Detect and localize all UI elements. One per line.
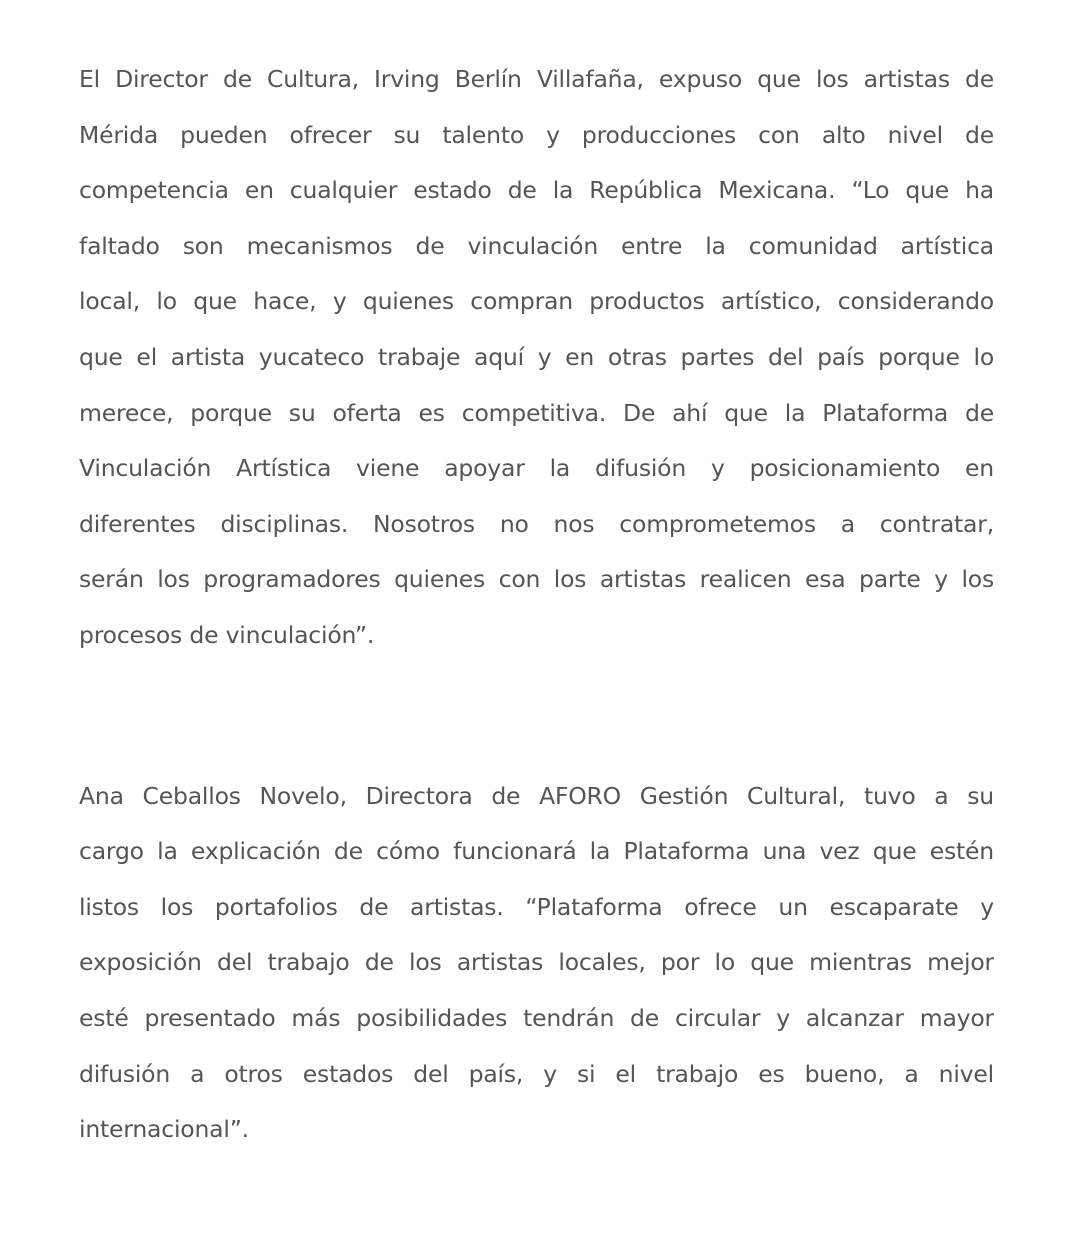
text-line: listos los portafolios de artistas. “Plataforma ofrece un escaparate y — [79, 892, 994, 921]
text-line: cargo la explicación de cómo funcionará la Plataforma una vez que estén — [79, 837, 994, 866]
paragraph-aforo — [79, 769, 994, 1158]
text-line: procesos de vinculación”. — [79, 620, 375, 649]
text-line: exposición del trabajo de los artistas locales, por lo que mientras mejor — [79, 948, 994, 977]
text-line: internacional”. — [79, 1115, 249, 1144]
text-line: Mérida pueden ofrecer su talento y producciones con alto nivel de — [79, 120, 994, 149]
article-body — [79, 52, 994, 1158]
text-line: El Director de Cultura, Irving Berlín Villafaña, expuso que los artistas de — [79, 65, 994, 93]
text-line: local, lo que hace, y quienes compran productos artístico, considerando — [79, 287, 994, 316]
text-line: esté presentado más posibilidades tendrán de circular y alcanzar mayor — [79, 1003, 994, 1032]
text-line: Vinculación Artística viene apoyar la difusión y posicionamiento en — [79, 454, 994, 483]
text-line: competencia en cualquier estado de la República Mexicana. “Lo que ha — [79, 176, 994, 205]
text-line: que el artista yucateco trabaje aquí y en otras partes del país porque lo — [79, 342, 994, 371]
text-line: merece, porque su oferta es competitiva. De ahí que la Plataforma de — [79, 398, 994, 427]
paragraph-director-cultura — [79, 52, 994, 664]
text-line: difusión a otros estados del país, y si el trabajo es bueno, a nivel — [79, 1059, 994, 1088]
text-line: serán los programadores quienes con los artistas realicen esa parte y los — [79, 565, 994, 594]
text-line: Ana Ceballos Novelo, Directora de AFORO Gestión Cultural, tuvo a su — [79, 781, 994, 810]
text-line: faltado son mecanismos de vinculación entre la comunidad artística — [79, 231, 994, 260]
text-line: diferentes disciplinas. Nosotros no nos comprometemos a contratar, — [79, 509, 994, 538]
